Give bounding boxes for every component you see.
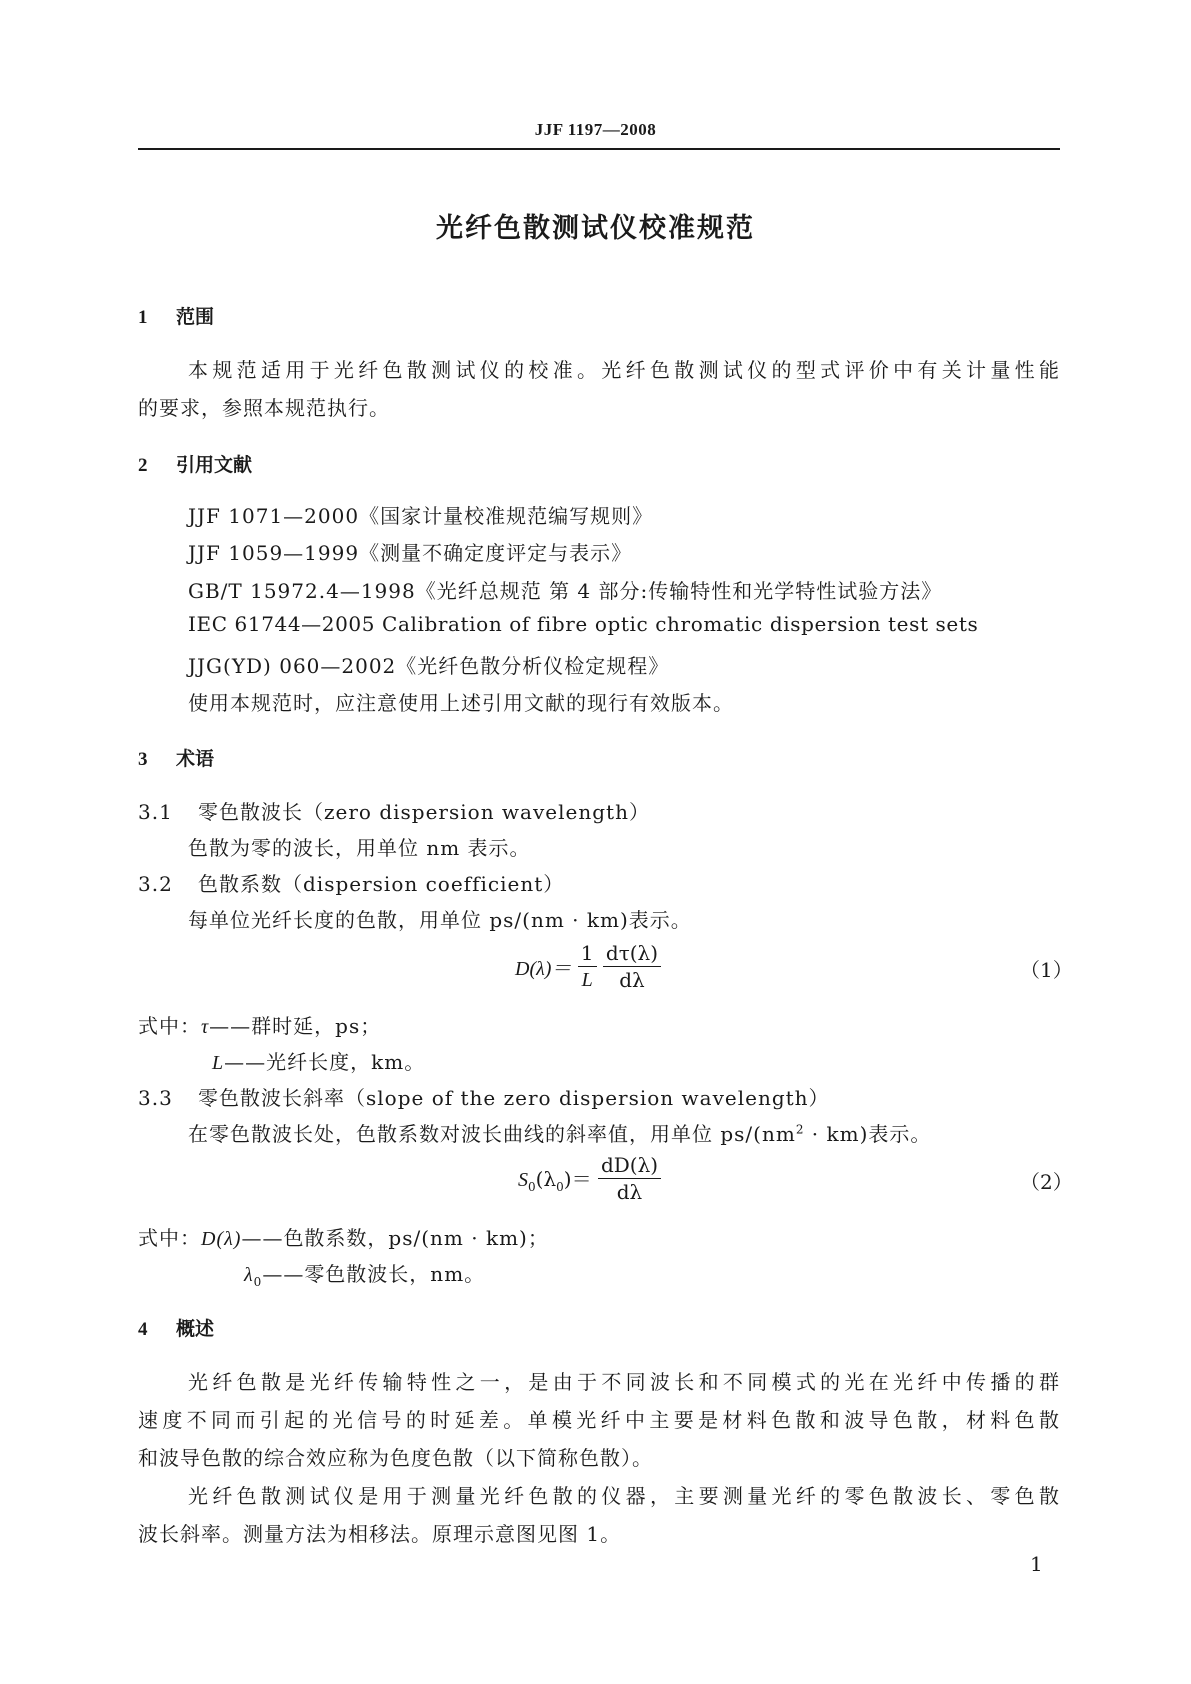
symbol-description: ——群时延，ps； <box>209 1014 382 1038</box>
paragraph-line: 光纤色散是光纤传输特性之一，是由于不同波长和不同模式的光在光纤中传播的群 <box>188 1370 1060 1394</box>
where-prefix: 式中： <box>138 1226 201 1250</box>
reference-note: 使用本规范时，应注意使用上述引用文献的现行有效版本。 <box>188 691 734 715</box>
section-1-line-2: 的要求，参照本规范执行。 <box>138 396 390 420</box>
symbol: (λ <box>535 1167 557 1191</box>
subscript: 0 <box>556 1180 564 1194</box>
symbol-description: ——光纤长度，km。 <box>224 1050 426 1074</box>
denominator: dλ <box>616 1180 643 1204</box>
paragraph-line: 和波导色散的综合效应称为色度色散（以下简称色散）。 <box>138 1446 653 1470</box>
term-label: 零色散波长（zero dispersion wavelength） <box>198 800 650 824</box>
subscript: 0 <box>253 1275 263 1289</box>
definition-text: 在零色散波长处，色散系数对波长曲线的斜率值，用单位 ps/(nm <box>188 1122 796 1146</box>
equation-2 <box>518 1152 661 1205</box>
reference-item: JJF 1071—2000《国家计量校准规范编写规则》 <box>188 504 654 528</box>
section-3-heading <box>138 744 214 771</box>
symbol-description: ——零色散波长，nm。 <box>262 1262 486 1286</box>
section-title: 术语 <box>176 748 215 770</box>
reference-item: JJF 1059—1999《测量不确定度评定与表示》 <box>188 541 633 565</box>
term-definition: 色散为零的波长，用单位 nm 表示。 <box>188 836 531 860</box>
symbol: D(λ) <box>201 1228 242 1250</box>
fraction <box>603 940 661 993</box>
numerator: dD(λ) <box>598 1152 661 1179</box>
term-3-3 <box>138 1082 830 1111</box>
reference-item: GB/T 15972.4—1998《光纤总规范 第 4 部分:传输特性和光学特性试验方法》 <box>188 579 943 603</box>
denominator: dλ <box>619 968 645 992</box>
fraction <box>578 940 597 993</box>
term-label: 色散系数（dispersion coefficient） <box>198 872 565 896</box>
term-3-1 <box>138 796 650 825</box>
term-number: 3.2 <box>138 872 173 896</box>
section-number: 2 <box>138 455 148 476</box>
term-label: 零色散波长斜率（slope of the zero dispersion wavelength） <box>198 1086 830 1110</box>
equation-number: （1） <box>1020 958 1073 982</box>
section-number: 4 <box>138 1319 148 1340</box>
section-1-line-1: 本规范适用于光纤色散测试仪的校准。光纤色散测试仪的型式评价中有关计量性能 <box>188 358 1060 382</box>
term-definition <box>188 1118 931 1147</box>
page-number: 1 <box>1030 1552 1043 1576</box>
symbol-description: ——色散系数，ps/(nm · km)； <box>241 1226 549 1250</box>
subscript: 0 <box>528 1180 536 1194</box>
section-2-heading <box>138 450 252 477</box>
symbol: τ <box>201 1016 210 1038</box>
paragraph-line: 波长斜率。测量方法为相移法。原理示意图见图 1。 <box>138 1522 622 1546</box>
numerator: dτ(λ) <box>603 940 661 967</box>
section-title: 范围 <box>176 306 215 328</box>
where-line-1 <box>138 1222 549 1251</box>
header-rule <box>138 148 1060 150</box>
equation-lhs <box>518 1167 592 1194</box>
symbol: )＝ <box>563 1167 592 1191</box>
section-4-heading <box>138 1314 214 1341</box>
where-line-2 <box>244 1258 485 1289</box>
section-title: 概述 <box>176 1318 215 1340</box>
term-number: 3.1 <box>138 800 173 824</box>
reference-item: IEC 61744—2005 Calibration of fibre optic chromatic dispersion test sets <box>188 612 979 636</box>
section-title: 引用文献 <box>176 454 253 476</box>
term-3-2 <box>138 868 564 897</box>
symbol: L <box>212 1052 225 1074</box>
fraction <box>598 1152 661 1205</box>
paragraph-line: 速度不同而引起的光信号的时延差。单模光纤中主要是材料色散和波导色散，材料色散 <box>138 1408 1060 1432</box>
equation-number: （2） <box>1020 1170 1073 1194</box>
where-line-2 <box>212 1046 425 1075</box>
definition-text: · km)表示。 <box>804 1122 932 1146</box>
section-1-heading <box>138 302 214 329</box>
where-prefix: 式中： <box>138 1014 201 1038</box>
term-definition: 每单位光纤长度的色散，用单位 ps/(nm · km)表示。 <box>188 908 692 932</box>
paragraph-line: 光纤色散测试仪是用于测量光纤色散的仪器，主要测量光纤的零色散波长、零色散 <box>188 1484 1060 1508</box>
denominator: L <box>581 969 593 991</box>
page-title: 光纤色散测试仪校准规范 <box>436 213 755 244</box>
section-number: 1 <box>138 307 148 328</box>
equation-1 <box>515 940 661 993</box>
superscript: 2 <box>795 1122 805 1137</box>
section-number: 3 <box>138 749 148 770</box>
standard-number-header: JJF 1197—2008 <box>534 120 657 139</box>
symbol: S <box>518 1169 528 1191</box>
numerator: 1 <box>578 940 597 967</box>
symbol: λ <box>244 1264 254 1286</box>
reference-item: JJG(YD) 060—2002《光纤色散分析仪检定规程》 <box>188 654 670 678</box>
term-number: 3.3 <box>138 1086 173 1110</box>
where-line-1 <box>138 1010 381 1039</box>
equation-lhs: D(λ)＝ <box>515 958 572 980</box>
